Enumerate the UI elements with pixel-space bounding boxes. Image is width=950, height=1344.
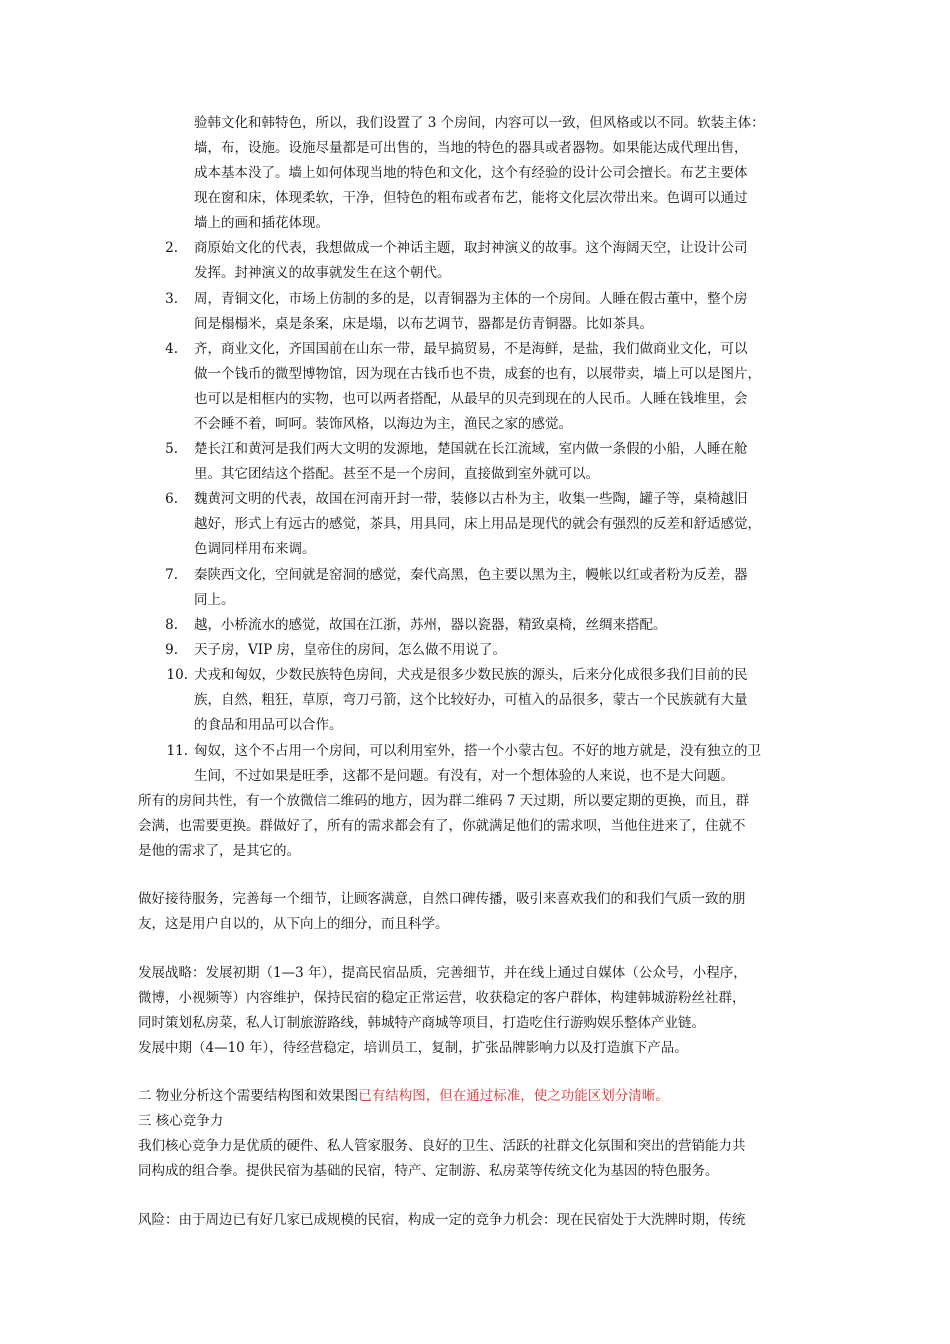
- list-item-text: 不会睡不着，呵呵。装饰风格，以海边为主，渔民之家的感觉。: [194, 416, 572, 432]
- list-item-text: 齐，商业文化，齐国国前在山东一带，最早搞贸易，不是海鲜，是盐，我们做商业文化，可以: [194, 341, 748, 357]
- text-line: 是他的需求了，是其它的。: [138, 843, 300, 859]
- list-item-text: 族，自然，粗狂，草原，弯刀弓箭，这个比较好办，可植入的品很多，蒙古一个民族就有大量: [194, 692, 748, 708]
- list-item-text: 同上。: [194, 592, 235, 608]
- list-item-number: 4.: [165, 341, 178, 357]
- text-line: 所有的房间共性，有一个放微信二维码的地方，因为群二维码 7 天过期，所以要定期的更换，而且，群: [138, 793, 750, 809]
- text-line: 做好接待服务，完善每一个细节，让顾客满意，自然口碑传播，吸引来喜欢我们的和我们气质一致的朋: [138, 891, 746, 907]
- list-item-number: 3.: [165, 291, 178, 307]
- list-item-number: 10.: [166, 667, 188, 683]
- list-item-number: 9.: [165, 642, 178, 658]
- text-line: 发展战略：发展初期（1—3 年），提高民宿品质，完善细节，并在线上通过自媒体（公众号，小程序，: [138, 965, 747, 981]
- text-line: 微博，小视频等）内容维护，保持民宿的稳定正常运营，收获稳定的客户群体，构建韩城游粉丝社群，: [138, 990, 746, 1006]
- text-line: 同时策划私房菜，私人订制旅游路线，韩城特产商城等项目，打造吃住行游购娱乐整体产业链。: [138, 1015, 705, 1031]
- list-item-number: 5.: [165, 441, 178, 457]
- list-item-text: 生间，不过如果是旺季，这都不是问题。有没有，对一个想体验的人来说，也不是大问题。: [194, 768, 734, 784]
- section-2-text: 二 物业分析这个需要结构图和效果图: [138, 1088, 359, 1104]
- list-item-text: 匈奴，这个不占用一个房间，可以利用室外，搭一个小蒙古包。不好的地方就是，没有独立的卫: [194, 743, 761, 759]
- list-item-text: 犬戎和匈奴，少数民族特色房间，犬戎是很多少数民族的源头，后来分化成很多我们目前的民: [194, 667, 748, 683]
- text-line: 成本基本没了。墙上如何体现当地的特色和文化，这个有经验的设计公司会擅长。布艺主要体: [194, 165, 748, 181]
- list-item-text: 越好，形式上有远古的感觉，茶具，用具同，床上用品是现代的就会有强烈的反差和舒适感觉，: [194, 516, 761, 532]
- text-line: 墙，布，设施。设施尽量都是可出售的，当地的特色的器具或者器物。如果能达成代理出售，: [194, 140, 748, 156]
- list-item-text: 天子房，VIP 房，皇帝住的房间，怎么做不用说了。: [194, 642, 506, 658]
- text-line: 友，这是用户自以的，从下向上的细分，而且科学。: [138, 916, 449, 932]
- text-line: 会满，也需要更换。群做好了，所有的需求都会有了，你就满足他们的需求呗，当他住进来了，住就不: [138, 818, 746, 834]
- section-2-heading: [138, 1085, 669, 1107]
- list-item-text: 商原始文化的代表，我想做成一个神话主题，取封神演义的故事。这个海阔天空，让设计公司: [194, 240, 748, 256]
- list-item-text: 秦陕西文化，空间就是窑洞的感觉，秦代高黑，色主要以黑为主，幔帐以红或者粉为反差，器: [194, 567, 748, 583]
- list-item-number: 2.: [165, 240, 178, 256]
- risk-line: 风险：由于周边已有好几家已成规模的民宿，构成一定的竞争力机会：现在民宿处于大洗牌时期，传统: [138, 1212, 746, 1228]
- list-item-number: 6.: [165, 491, 178, 507]
- section-3-heading: 三 核心竞争力: [138, 1113, 224, 1129]
- list-item-text: 发挥。封神演义的故事就发生在这个朝代。: [194, 265, 451, 281]
- list-item-text: 楚长江和黄河是我们两大文明的发源地，楚国就在长江流域，室内做一条假的小船，人睡在舱: [194, 441, 748, 457]
- list-item-text: 的食品和用品可以合作。: [194, 717, 343, 733]
- list-item-text: 越，小桥流水的感觉，故国在江浙，苏州，器以瓷器，精致桌椅，丝绸来搭配。: [194, 617, 667, 633]
- text-line: 验韩文化和韩特色，所以，我们设置了 3 个房间，内容可以一致，但风格或以不同。软装主体：: [194, 115, 765, 131]
- list-item-text: 里。其它团结这个搭配。甚至不是一个房间，直接做到室外就可以。: [194, 466, 599, 482]
- text-line: 现在窗和床，体现柔软，干净，但特色的粗布或者布艺，能将文化层次带出来。色调可以通过: [194, 190, 748, 206]
- list-item-text: 魏黄河文明的代表，故国在河南开封一带，装修以古朴为主，收集一些陶，罐子等，桌椅越旧: [194, 491, 748, 507]
- list-item-number: 7.: [165, 567, 178, 583]
- section-2-red-note: 已有结构图，但在通过标准，使之功能区划分清晰。: [358, 1088, 669, 1104]
- list-item-text: 间是榻榻米，桌是条案，床是塌，以布艺调节，器都是仿青铜器。比如茶具。: [194, 316, 653, 332]
- text-line: 发展中期（4—10 年），待经营稳定，培训员工，复制，扩张品牌影响力以及打造旗下产品。: [138, 1040, 688, 1056]
- list-item-text: 做一个钱币的微型博物馆，因为现在古钱币也不贵，成套的也有，以展带卖，墙上可以是图片，: [194, 366, 761, 382]
- list-item-text: 色调同样用布来调。: [194, 541, 316, 557]
- text-line: 同构成的组合拳。提供民宿为基础的民宿，特产、定制游、私房菜等传统文化为基因的特色服务。: [138, 1163, 719, 1179]
- list-item-text: 也可以是相框内的实物，也可以两者搭配，从最早的贝壳到现在的人民币。人睡在钱堆里，会: [194, 391, 748, 407]
- list-item-text: 周，青铜文化，市场上仿制的多的是，以青铜器为主体的一个房间。人睡在假古董中，整个房: [194, 291, 748, 307]
- list-item-number: 8.: [165, 617, 178, 633]
- list-item-number: 11.: [166, 743, 188, 759]
- text-line: 墙上的画和插花体现。: [194, 215, 329, 231]
- text-line: 我们核心竞争力是优质的硬件、私人管家服务、良好的卫生、活跃的社群文化氛围和突出的营销能力共: [138, 1138, 746, 1154]
